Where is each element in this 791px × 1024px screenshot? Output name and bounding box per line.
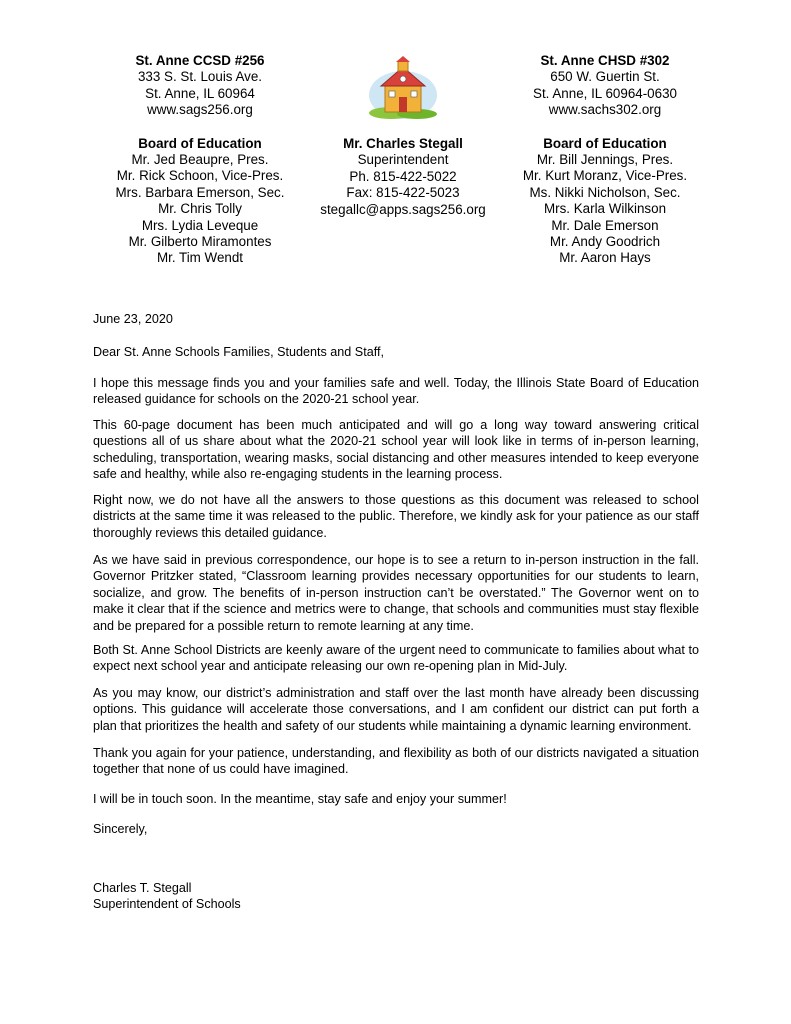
letter-paragraph: I will be in touch soon. In the meantime, stay safe and enjoy your summer! bbox=[93, 792, 507, 806]
board-member: Mr. Jed Beaupre, Pres. bbox=[131, 152, 269, 168]
board-member: Mr. Dale Emerson bbox=[551, 217, 659, 233]
board-member: Ms. Nikki Nicholson, Sec. bbox=[529, 184, 681, 200]
board-member: Mrs. Lydia Leveque bbox=[141, 217, 259, 233]
schoolhouse-icon bbox=[367, 55, 439, 121]
address-line1: 333 S. St. Louis Ave. bbox=[137, 69, 263, 85]
signer-name: Charles T. Stegall bbox=[93, 881, 192, 895]
letter-paragraph: As you may know, our district’s administration and staff over the last month have already been discussing options. This guidance will accelerate those conversations, and I am confident our district can put forth a plan that prioritizes the health and safety of our students while maintaining a dynamic learning environment. bbox=[93, 686, 699, 733]
letter-paragraph: Thank you again for your patience, understanding, and flexibility as both of our districts navigated a situation together that none of us could have imagined. bbox=[93, 746, 699, 777]
phone-number: Ph. 815-422-5022 bbox=[349, 168, 457, 184]
letter-paragraph: I hope this message finds you and your families safe and well. Today, the Illinois State Board of Education released guidance for schools on the 2020-21 school year. bbox=[93, 376, 699, 407]
email-address: stegallc@apps.sags256.org bbox=[320, 201, 486, 217]
letter-paragraph: Right now, we do not have all the answers to those questions as this document was released to school districts at the same time it was released to the public. Therefore, we kindly ask for your patience as our staff thoroughly reviews this detailed guidance. bbox=[93, 493, 699, 540]
district-name-chsd: St. Anne CHSD #302 bbox=[540, 53, 670, 68]
board-member: Mrs. Karla Wilkinson bbox=[543, 201, 667, 217]
address-line1: 650 W. Guertin St. bbox=[550, 69, 660, 85]
letter-paragraph: This 60-page document has been much anticipated and will go a long way toward answering critical questions all of us share about what the 2020-21 school year will look like in terms of in-person learning, scheduling, transportation, wearing masks, social distancing and other measures intended to keep everyone safe and healthy, while also re-engaging students in the learning process. bbox=[93, 418, 699, 482]
signer-title: Superintendent of Schools bbox=[93, 897, 241, 911]
board-member: Mr. Rick Schoon, Vice-Pres. bbox=[116, 168, 284, 184]
letter-date: June 23, 2020 bbox=[93, 312, 173, 326]
letter-paragraph: As we have said in previous correspondence, our hope is to see a return to in-person instruction in the fall. Governor Pritzker stated, “Classroom learning provides necessary opportunities for our students to learn, socialize, and grow. The benefits of in-person instruction can’t be overstated.” The Governor went on to make it clear that if the science and metrics were to change, that schools and communities must stay flexible and be prepared for a possible return to remote learning at any time. bbox=[93, 553, 699, 633]
board-heading: Board of Education bbox=[138, 135, 262, 151]
letterhead-left-column bbox=[95, 53, 305, 267]
board-heading: Board of Education bbox=[543, 135, 667, 151]
board-member: Mrs. Barbara Emerson, Sec. bbox=[115, 184, 285, 200]
board-member: Mr. Andy Goodrich bbox=[549, 234, 661, 250]
letter-closing: Sincerely, bbox=[93, 822, 148, 836]
district-website: www.sags256.org bbox=[147, 102, 253, 118]
board-member: Mr. Aaron Hays bbox=[559, 250, 651, 266]
letterhead-right-column bbox=[490, 53, 720, 267]
address-line2: St. Anne, IL 60964 bbox=[145, 85, 255, 101]
board-member: Mr. Tim Wendt bbox=[156, 250, 244, 266]
letter-paragraph: Both St. Anne School Districts are keenly aware of the urgent need to communicate to families about what to expect next school year and anticipate releasing our own re-opening plan in Mid-July. bbox=[93, 643, 699, 674]
superintendent-title: Superintendent bbox=[357, 152, 449, 168]
fax-number: Fax: 815-422-5023 bbox=[346, 185, 460, 201]
board-member: Mr. Gilberto Miramontes bbox=[128, 234, 272, 250]
superintendent-name: Mr. Charles Stegall bbox=[343, 136, 463, 151]
address-line2: St. Anne, IL 60964-0630 bbox=[533, 85, 677, 101]
board-member: Mr. Bill Jennings, Pres. bbox=[536, 152, 674, 168]
board-member: Mr. Kurt Moranz, Vice-Pres. bbox=[522, 168, 688, 184]
letter-salutation: Dear St. Anne Schools Families, Students and Staff, bbox=[93, 345, 384, 359]
district-name-ccsd: St. Anne CCSD #256 bbox=[135, 53, 265, 68]
board-member: Mr. Chris Tolly bbox=[158, 201, 242, 217]
district-website: www.sachs302.org bbox=[548, 102, 662, 118]
letterhead-center-column bbox=[298, 136, 508, 218]
